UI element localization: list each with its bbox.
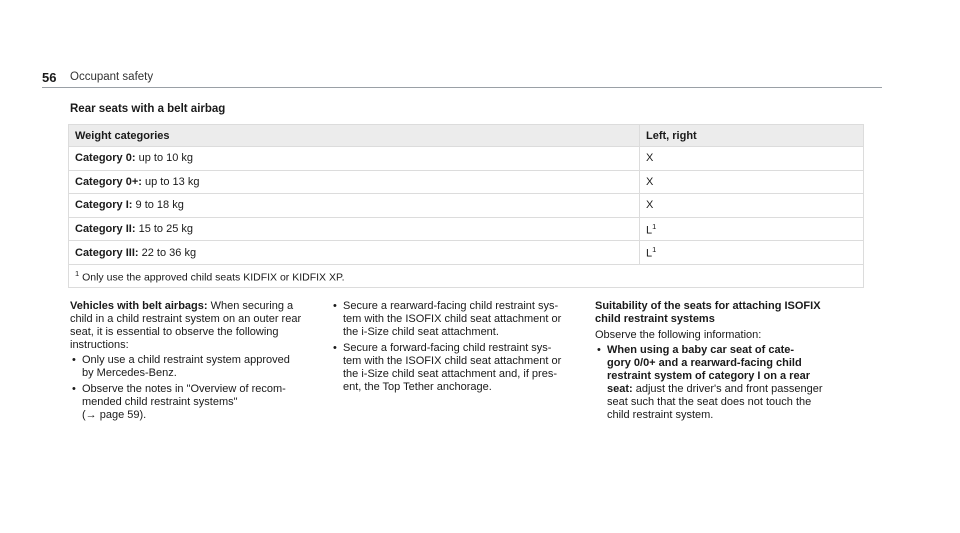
suitability-cell: [640, 147, 864, 171]
list-item: [595, 344, 850, 422]
list-item-text: child restraint system.: [607, 409, 714, 421]
weight-category-cell: [69, 241, 640, 265]
instruction-list: [331, 300, 586, 394]
seat-suitability-table: [68, 124, 864, 288]
list-item-text: • Only use a child restraint system approved: [82, 354, 290, 366]
suitability-value: X: [646, 199, 654, 212]
list-item-bold-text: gory 0/0+ and a rearward-facing child: [607, 357, 802, 369]
category-name: Category 0+:: [75, 175, 142, 188]
list-item-text: the i-Size child seat attachment.: [343, 326, 499, 338]
list-item-bold-text: seat:: [607, 383, 633, 395]
heading-text: child restraint systems: [595, 313, 715, 325]
intro-paragraph: Observe the following information:: [595, 329, 762, 341]
list-item: [331, 342, 586, 394]
list-item-bold-text: • When using a baby car seat of cate-: [607, 344, 795, 356]
list-item-text: mended child restraint systems": [82, 396, 238, 408]
page-number: 56: [42, 70, 57, 85]
list-item: [331, 300, 586, 339]
column-header-left-right: Left, right: [640, 125, 864, 147]
list-item-text: ent, the Top Tether anchorage.: [343, 381, 492, 393]
footnote-marker: 1: [652, 221, 657, 231]
text-column-3: [595, 300, 850, 425]
weight-category-cell: [69, 170, 640, 194]
list-item-text: seat such that the seat does not touch the: [607, 396, 812, 408]
category-name: Category III:: [75, 246, 139, 259]
list-item-text: • Observe the notes in "Overview of recom-: [82, 383, 286, 395]
list-item-text: adjust the driver's and front passenger: [635, 383, 823, 395]
list-item: [70, 383, 325, 422]
category-weight: 9 to 18 kg: [135, 199, 184, 212]
list-item-text: tem with the ISOFIX child seat attachment or: [343, 355, 562, 367]
table-row: [69, 194, 864, 218]
suitability-value: X: [646, 175, 654, 188]
footnote-text: Only use the approved child seats KIDFIX or KIDFIX XP.: [82, 271, 345, 284]
section-title: Occupant safety: [70, 71, 154, 83]
page-reference-link[interactable]: (→ page 59).: [82, 409, 147, 421]
intro-heading: Vehicles with belt airbags:: [70, 300, 208, 312]
instruction-list: [70, 354, 325, 422]
category-weight: 15 to 25 kg: [138, 223, 194, 236]
instruction-list: [595, 344, 850, 422]
table-title: Rear seats with a belt airbag: [70, 103, 226, 115]
category-weight: up to 10 kg: [138, 152, 194, 165]
table-row: [69, 170, 864, 194]
table-row: [69, 217, 864, 241]
text-column-2: [331, 300, 586, 397]
footnote-marker: 1: [652, 245, 657, 255]
suitability-value: X: [646, 152, 654, 165]
text-column-1: [70, 300, 325, 425]
list-item-text: the i-Size child seat attachment and, if pres-: [343, 368, 557, 380]
intro-paragraph: [70, 300, 325, 352]
list-item-text: tem with the ISOFIX child seat attachment or: [343, 313, 562, 325]
suitability-value: L: [646, 248, 653, 260]
intro-text: seat, it is essential to observe the following: [70, 326, 279, 338]
table-header-row: [69, 125, 864, 147]
column-header-weight-categories: Weight categories: [69, 125, 640, 147]
header-divider: [42, 87, 882, 88]
intro-text: When securing a: [210, 300, 294, 312]
list-item-bold-text: restraint system of category I on a rear: [607, 370, 810, 382]
table-footnote-row: [69, 264, 864, 287]
heading-text: Suitability of the seats for attaching ISOFIX: [595, 300, 821, 312]
category-name: Category I:: [75, 199, 133, 212]
table-row: [69, 241, 864, 265]
list-item-text: • Secure a forward-facing child restraint sys-: [343, 342, 552, 354]
category-weight: up to 13 kg: [145, 175, 200, 188]
table-row: [69, 147, 864, 171]
list-item: [70, 354, 325, 380]
intro-text: child in a child restraint system on an outer rear: [70, 313, 302, 325]
suitability-cell: [640, 194, 864, 218]
weight-category-cell: [69, 194, 640, 218]
footnote-marker: 1: [75, 268, 80, 278]
table-footnote: [69, 264, 864, 287]
category-name: Category II:: [75, 223, 136, 236]
intro-text: instructions:: [70, 339, 129, 351]
category-weight: 22 to 36 kg: [141, 246, 197, 259]
list-item-text: by Mercedes-Benz.: [82, 367, 177, 379]
category-name: Category 0:: [75, 152, 136, 165]
list-item-text: • Secure a rearward-facing child restraint sys-: [343, 300, 559, 312]
weight-category-cell: [69, 147, 640, 171]
suitability-cell: [640, 241, 864, 265]
suitability-cell: [640, 217, 864, 241]
section-heading: [595, 300, 850, 326]
suitability-cell: [640, 170, 864, 194]
suitability-value: L: [646, 224, 653, 237]
weight-category-cell: [69, 217, 640, 241]
